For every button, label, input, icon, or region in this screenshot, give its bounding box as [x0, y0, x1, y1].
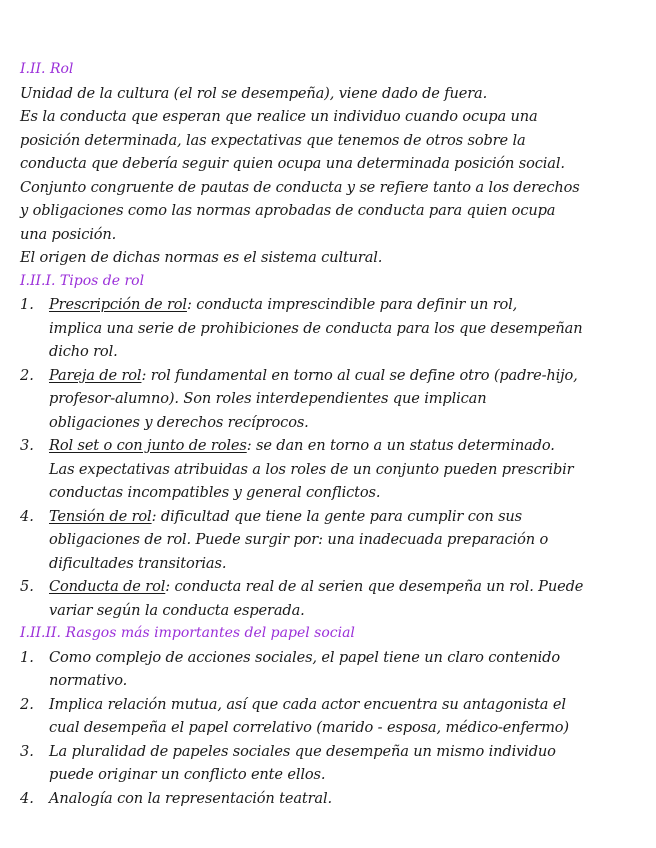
list-number: 2. [20, 366, 34, 384]
list-item-line: Como complejo de acciones sociales, el papel tiene un claro contenido [49, 648, 560, 666]
list-term: Prescripción de rol [49, 296, 187, 313]
list-number: 1. [20, 296, 34, 313]
list-item-line: Implica relación mutua, así que cada actor encuentra su antagonista el [49, 695, 566, 713]
list-item-line: conductas incompatibles y general conflictos. [49, 484, 381, 501]
list-item-first-line [49, 364, 645, 388]
list-term-definition: : conducta real de al serien que desempeña un rol. Puede [165, 578, 584, 595]
paragraph-line: Unidad de la cultura (el rol se desempeña), viene dado de fuera. [20, 84, 488, 102]
list-item-line: puede originar un conflicto ente ellos. [49, 766, 326, 783]
paragraph-line: Es la conducta que esperan que realice un individuo cuando ocupa una [20, 108, 538, 125]
list-term: Pareja de rol [49, 366, 142, 384]
list-number: 1. [20, 648, 34, 666]
list-item [20, 787, 645, 811]
list-item-first-line [49, 434, 645, 458]
list-item [20, 693, 645, 740]
list-item-line: normativo. [49, 672, 128, 689]
list-item-line: Las expectativas atribuidas a los roles de un conjunto pueden prescribir [49, 460, 574, 478]
list-item [20, 293, 645, 364]
section-heading-rol: I.II. Rol [20, 61, 74, 77]
list-item-line: implica una serie de prohibiciones de conducta para los que desempeñan [49, 319, 583, 337]
list-item-line: dicho rol. [49, 343, 118, 360]
rasgos-list [20, 646, 645, 811]
list-item-line: cual desempeña el papel correlativo (marido - esposa, médico-enfermo) [49, 719, 569, 736]
list-number: 4. [20, 789, 34, 807]
list-item-line: obligaciones y derechos recíprocos. [49, 413, 309, 431]
list-term: Conducta de rol [49, 578, 166, 595]
list-term-definition: : rol fundamental en torno al cual se define otro (padre-hijo, [141, 366, 578, 384]
list-item-line: La pluralidad de papeles sociales que desempeña un mismo individuo [49, 742, 556, 760]
list-number: 3. [20, 437, 34, 454]
list-item-line: variar según la conducta esperada. [49, 601, 305, 619]
list-term: Tensión de rol [49, 507, 152, 525]
list-term-definition: : dificultad que tiene la gente para cumplir con sus [151, 507, 523, 525]
list-item-line: Analogía con la representación teatral. [49, 789, 332, 807]
list-item [20, 364, 645, 435]
list-item [20, 505, 645, 576]
list-number: 4. [20, 507, 34, 525]
list-item-first-line [49, 575, 645, 599]
list-term-definition: : conducta imprescindible para definir un rol, [186, 296, 518, 313]
paragraph-line: y obligaciones como las normas aprobadas de conducta para quien ocupa [20, 202, 556, 219]
list-item [20, 646, 645, 693]
document-page [20, 58, 645, 810]
list-item [20, 575, 645, 622]
list-item-line: dificultades transitorias. [49, 554, 227, 572]
list-item-line: obligaciones de rol. Puede surgir por: una inadecuada preparación o [49, 531, 549, 548]
paragraph-line: posición determinada, las expectativas que tenemos de otros sobre la [20, 131, 526, 149]
list-item-line: profesor-alumno). Son roles interdependientes que implican [49, 390, 487, 407]
paragraph-line: Conjunto congruente de pautas de conducta y se refiere tanto a los derechos [20, 178, 580, 196]
section-heading-tipos-de-rol: I.II.I. Tipos de rol [20, 272, 145, 289]
paragraph-line: una posición. [20, 225, 117, 243]
list-item-first-line [49, 293, 645, 317]
list-number: 5. [20, 578, 34, 595]
list-term: Rol set o con junto de roles [49, 437, 247, 454]
list-number: 3. [20, 742, 34, 760]
list-item [20, 434, 645, 505]
paragraph-line: El origen de dichas normas es el sistema cultural. [20, 249, 383, 266]
list-term-definition: : se dan en torno a un status determinado. [246, 437, 555, 454]
list-item [20, 740, 645, 787]
section-heading-rasgos-papel-social: I.II.II. Rasgos más importantes del papel social [20, 625, 355, 641]
rol-definition-paragraph [20, 82, 645, 270]
paragraph-line: conducta que debería seguir quien ocupa una determinada posición social. [20, 155, 565, 172]
list-number: 2. [20, 695, 34, 713]
list-item-first-line [49, 505, 645, 529]
tipos-de-rol-list [20, 293, 645, 622]
